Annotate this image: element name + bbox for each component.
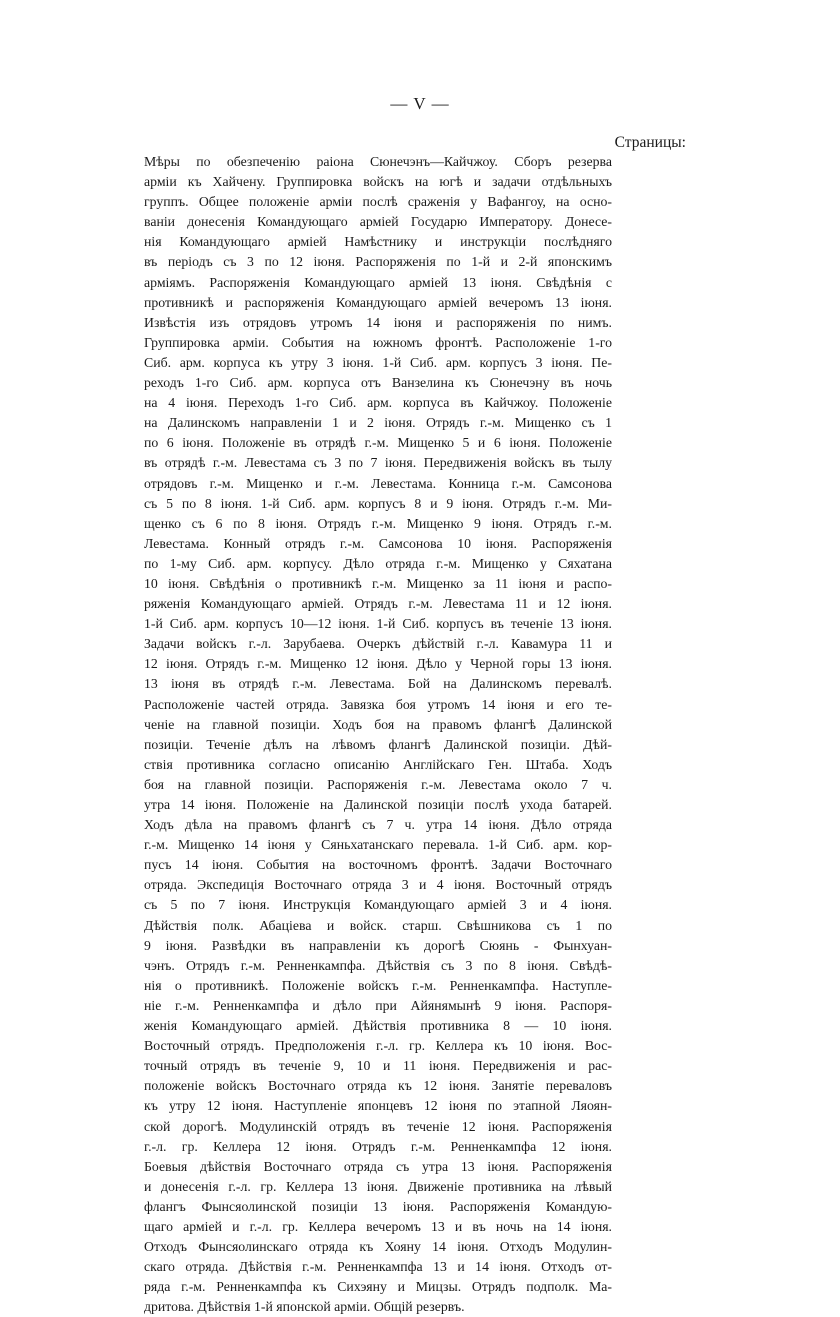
text-line: Восточный отрядъ. Предположенія г.-л. гр. Келлера къ 10 іюня. Вос- [144, 1038, 612, 1054]
text-line: Расположеніе частей отряда. Завязка боя утромъ 14 іюня и его те- [144, 696, 612, 712]
text-line: ченіе на главной позиціи. Ходъ боя на правомъ флангѣ Далинской [144, 716, 612, 732]
text-line: дритова. Дѣйствія 1-й японской арміи. Общій резервъ. [144, 1299, 465, 1315]
text-line: Сиб. арм. корпуса къ утру 3 іюня. 1-й Сиб. арм. корпусъ 3 іюня. Пе- [144, 354, 612, 370]
text-line: Извѣстія изъ отрядовъ утромъ 14 іюня и распоряженія по нимъ. [144, 314, 612, 330]
text-line: 10 іюня. Свѣдѣнія о противникѣ г.-м. Мищенко за 11 іюня и распо- [144, 575, 612, 591]
text-line: щаго арміей и г.-л. гр. Келлера вечеромъ 13 и въ ночь на 14 іюня. [144, 1218, 612, 1234]
text-line: Дѣйствія полк. Абаціева и войск. старш. Свѣшникова съ 1 по [144, 917, 612, 933]
text-line: ствія противника согласно описанію Англійскаго Ген. Штаба. Ходъ [144, 756, 612, 772]
text-line: съ 5 по 7 іюня. Инструкція Командующаго арміей 3 и 4 іюня. [144, 897, 612, 913]
text-line: ряда г.-м. Ренненкампфа къ Сихэяну и Мицзы. Отрядъ подполк. Ма- [144, 1279, 612, 1295]
text-line: реходъ 1-го Сиб. арм. корпуса отъ Ванзелина къ Сюнечэну въ ночь [144, 375, 612, 391]
text-line: къ утру 12 іюня. Наступленіе японцевъ 12 іюня по этапной Ляоян- [144, 1098, 612, 1114]
text-line: отряда. Экспедиція Восточнаго отряда 3 и 4 іюня. Восточный отрядъ [144, 877, 612, 893]
text-line: арміямъ. Распоряженія Командующаго арміей 13 іюня. Свѣдѣнія с [144, 274, 612, 290]
text-line: Группировка арміи. События на южномъ фронтѣ. Расположеніе 1-го [144, 334, 612, 350]
text-line: ской дорогѣ. Модулинскій отрядъ въ теченіе 12 іюня. Распоряженія [144, 1118, 612, 1134]
text-line: ніе г.-м. Ренненкампфа и дѣло при Айянямынѣ 9 іюня. Распоря- [144, 997, 612, 1013]
text-line: г.-м. Мищенко 14 іюня у Сяньхатанскаго перевала. 1-й Сиб. арм. кор- [144, 837, 612, 853]
text-line: Левестама. Конный отрядъ г.-м. Самсонова 10 іюня. Распоряженія [144, 535, 612, 551]
page-number: — V — [390, 94, 450, 113]
text-line: на Далинскомъ направленіи 1 и 2 іюня. Отрядъ г.-м. Мищенко съ 1 [144, 415, 612, 431]
text-line: нія Командующаго арміей Намѣстнику и инструкціи послѣдняго [144, 234, 612, 250]
text-line: боя на главной позиціи. Распоряженія г.-м. Левестама около 7 ч. [144, 776, 612, 792]
text-line: арміи къ Хайчену. Группировка войскъ на югѣ и задачи отдѣльныхъ [144, 174, 612, 190]
text-line: Ходъ дѣла на правомъ флангѣ съ 7 ч. утра 14 іюня. Дѣло отряда [144, 817, 612, 833]
text-line: 13 іюня въ отрядѣ г.-м. Левестама. Бой на Далинскомъ перевалѣ. [144, 676, 612, 692]
text-line: Отходъ Фынсяолинскаго отряда къ Хояну 14 іюня. Отходъ Модулин- [144, 1239, 612, 1255]
text-line: щенко съ 6 по 8 іюня. Отрядъ г.-м. Мищенко 9 іюня. Отрядъ г.-м. [144, 515, 612, 531]
text-line: и донесенія г.-л. гр. Келлера 13 іюня. Движеніе противника на лѣвый [144, 1178, 612, 1194]
text-line: отрядовъ г.-м. Мищенко и г.-м. Левестама. Конница г.-м. Самсонова [144, 475, 612, 491]
text-line: группъ. Общее положеніе арміи послѣ сраженія у Вафангоу, на осно- [144, 194, 612, 210]
text-line: точный отрядъ въ теченіе 9, 10 и 11 іюня. Передвиженія и рас- [144, 1058, 612, 1074]
text-line: г.-л. гр. Келлера 12 іюня. Отрядъ г.-м. Ренненкампфа 12 іюня. [144, 1138, 612, 1154]
text-line: флангъ Фынсяолинской позиціи 13 іюня. Распоряженія Командую- [144, 1198, 612, 1214]
text-line: нія о противникѣ. Положеніе войскъ г.-м. Ренненкампфа. Наступле- [144, 977, 612, 993]
text-line: въ періодъ съ 3 по 12 іюня. Распоряженія по 1-й и 2-й японскимъ [144, 254, 612, 270]
text-line: пусъ 14 іюня. События на восточномъ фронтѣ. Задачи Восточнаго [144, 857, 612, 873]
text-line: Задачи войскъ г.-л. Зарубаева. Очеркъ дѣйствій г.-л. Кавамура 11 и [144, 636, 612, 652]
text-line: по 6 іюня. Положеніе въ отрядѣ г.-м. Мищенко 5 и 6 іюня. Положеніе [144, 435, 612, 451]
text-line: въ отрядѣ г.-м. Левестама съ 3 по 7 іюня. Передвиженія войскъ въ тылу [144, 455, 612, 471]
text-line: 12 іюня. Отрядъ г.-м. Мищенко 12 іюня. Дѣло у Черной горы 13 іюня. [144, 656, 612, 672]
text-line: Боевыя дѣйствія Восточнаго отряда съ утра 13 іюня. Распоряженія [144, 1158, 612, 1174]
contents-paragraph [144, 152, 612, 1317]
text-line: женія Командующаго арміей. Дѣйствія противника 8 — 10 іюня. [144, 1018, 612, 1034]
text-line: съ 5 по 8 іюня. 1-й Сиб. арм. корпусъ 8 и 9 іюня. Отрядъ г.-м. Ми- [144, 495, 612, 511]
text-line: скаго отряда. Дѣйствія г.-м. Ренненкампфа 13 и 14 іюня. Отходъ от- [144, 1259, 612, 1275]
text-line: ваніи донесенія Командующаго арміей Государю Императору. Донесе- [144, 214, 612, 230]
text-line: позиціи. Теченіе дѣлъ на лѣвомъ флангѣ Далинской позиціи. Дѣй- [144, 736, 612, 752]
text-line: утра 14 іюня. Положеніе на Далинской позиціи послѣ ухода батарей. [144, 797, 612, 812]
text-line: по 1-му Сиб. арм. корпусу. Дѣло отряда г.-м. Мищенко у Сяхатана [144, 555, 612, 571]
text-line: 9 іюня. Развѣдки въ направленіи къ дорогѣ Сюянь - Фынхуан- [144, 937, 612, 953]
text-line: чэнъ. Отрядъ г.-м. Ренненкампфа. Дѣйствія съ 3 по 8 іюня. Свѣдѣ- [144, 957, 612, 973]
text-line: положеніе войскъ Восточнаго отряда къ 12 іюня. Занятіе переваловъ [144, 1078, 612, 1094]
text-line: Мѣры по обезпеченію раіона Сюнечэнъ—Кайчжоу. Сборъ резерва [144, 154, 612, 169]
text-line: на 4 іюня. Переходъ 1-го Сиб. арм. корпуса въ Кайчжоу. Положеніе [144, 395, 612, 411]
text-line: 1-й Сиб. арм. корпусъ 10—12 іюня. 1-й Сиб. корпусъ въ теченіе 13 іюня. [144, 616, 612, 632]
column-header: Страницы: [614, 134, 686, 151]
text-line: противникѣ и распоряженія Командующаго арміей вечеромъ 13 іюня. [144, 294, 612, 310]
text-line: ряженія Командующаго арміей. Отрядъ г.-м. Левестама 11 и 12 іюня. [144, 596, 612, 612]
